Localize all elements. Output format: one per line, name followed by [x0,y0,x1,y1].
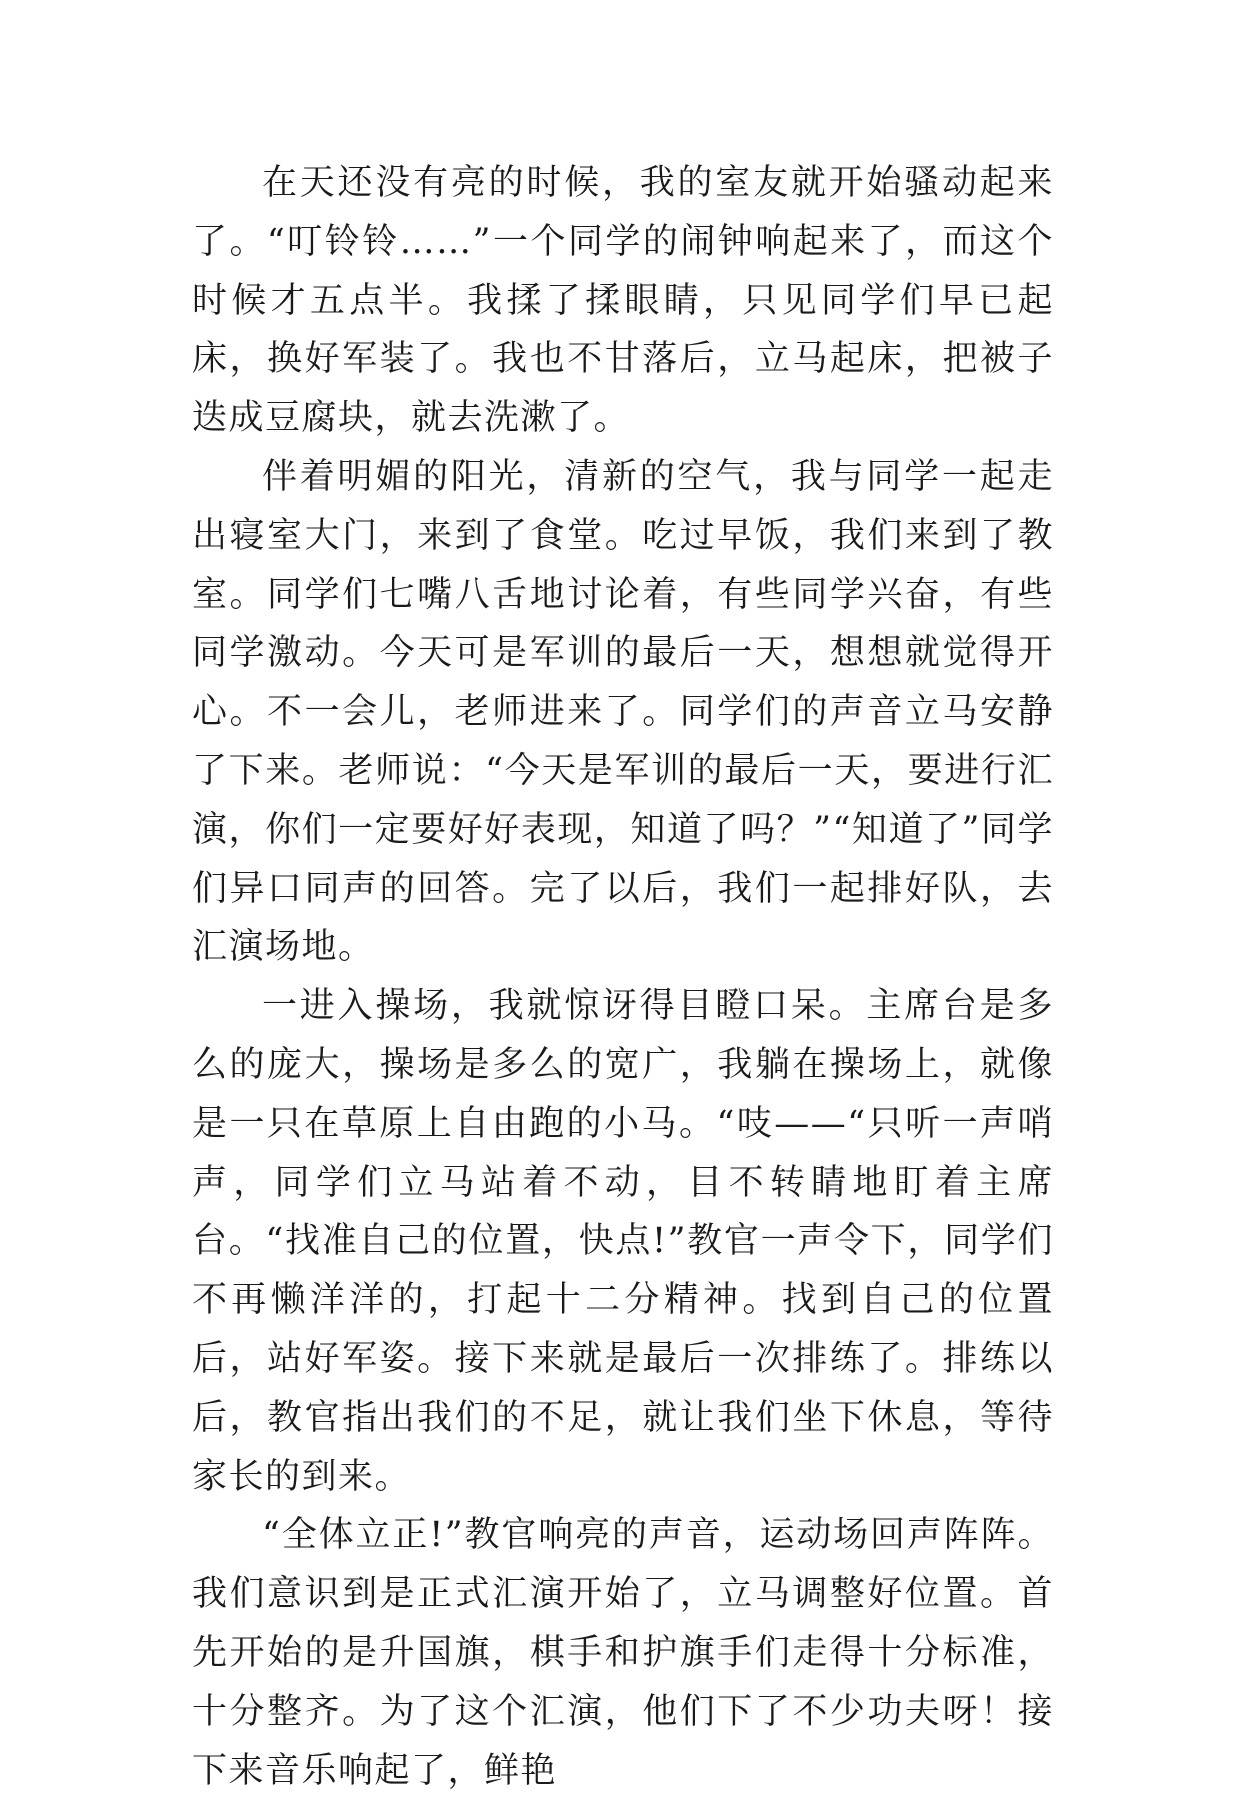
paragraph: 伴着明媚的阳光，清新的空气，我与同学一起走出寝室大门，来到了食堂。吃过早饭，我们来到了教室。同学们七嘴八舌地讨论着，有些同学兴奋，有些同学激动。今天可是军训的最后一天，想想就觉得开心。不一会儿，老师进来了。同学们的声音立马安静了下来。老师说：“今天是军训的最后一天，要进行汇演，你们一定要好好表现，知道了吗？”“知道了”同学们异口同声的回答。完了以后，我们一起排好队，去汇演场地。 [192,456,1054,968]
paragraph: 在天还没有亮的时候，我的室友就开始骚动起来了。“叮铃铃……”一个同学的闹钟响起来了，而这个时候才五点半。我揉了揉眼睛，只见同学们早已起床，换好军装了。我也不甘落后，立马起床，把被子迭成豆腐块，就去洗漱了。 [192,163,1054,439]
paragraph: 一进入操场，我就惊讶得目瞪口呆。主席台是多么的庞大，操场是多么的宽广，我躺在操场上，就像是一只在草原上自由跑的小马。“吱——“只听一声哨声，同学们立马站着不动，目不转睛地盯着主席台。“找准自己的位置，快点!”教官一声令下，同学们不再懒洋洋的，打起十二分精神。找到自己的位置后，站好军姿。接下来就是最后一次排练了。排练以后，教官指出我们的不足，就让我们坐下休息，等待家长的到来。 [192,986,1054,1497]
paragraph: “全体立正!”教官响亮的声音，运动场回声阵阵。我们意识到是正式汇演开始了，立马调整好位置。首先开始的是升国旗，棋手和护旗手们走得十分标准，十分整齐。为了这个汇演，他们下了不少功夫呀！接下来音乐响起了，鲜艳 [192,1515,1054,1791]
document-body [192,154,1054,1800]
